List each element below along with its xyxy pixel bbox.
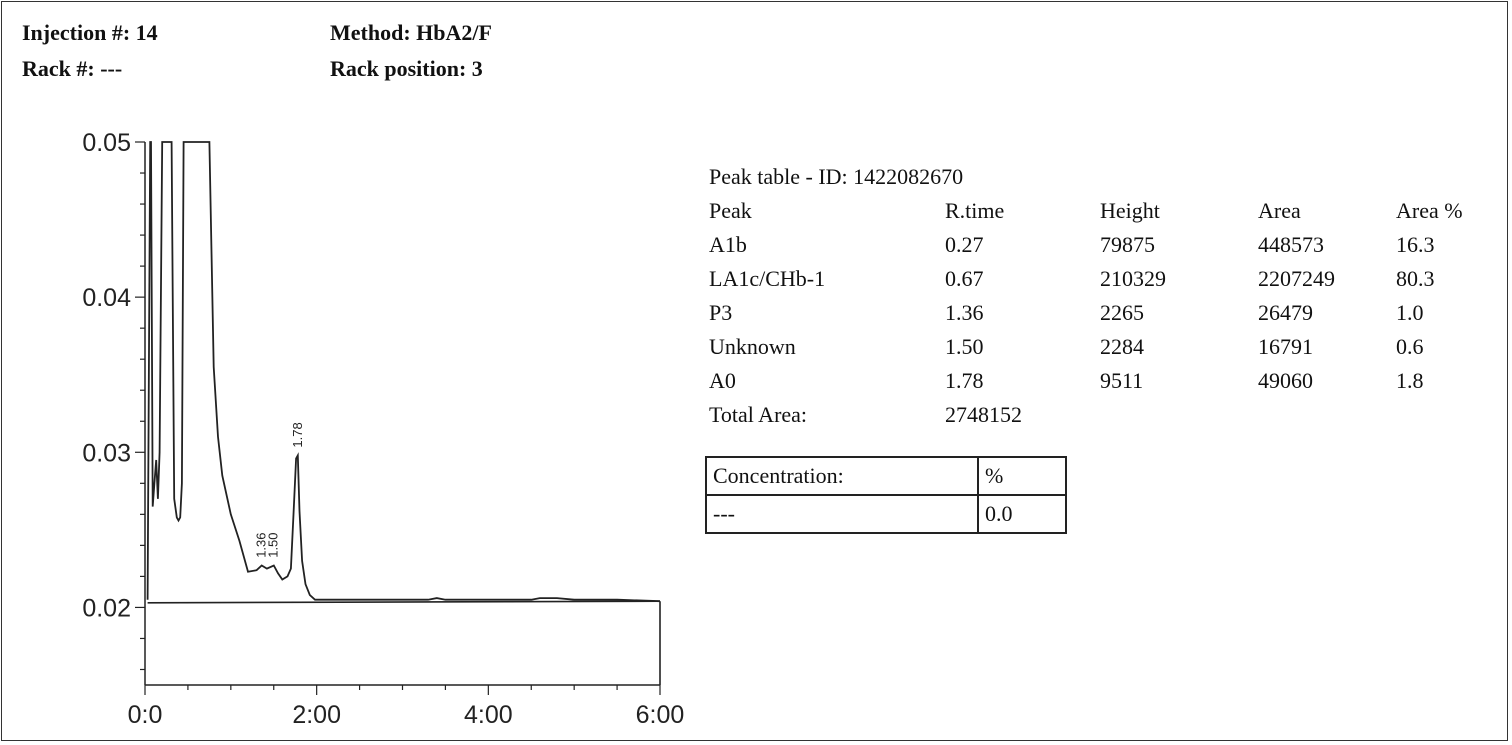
peak-table-row-peak: LA1c/CHb-1 [709, 266, 826, 291]
y-tick-label: 0.02 [82, 594, 131, 623]
peak-table-row-height: 210329 [1100, 266, 1166, 291]
peak-table-row-rtime: 0.27 [945, 232, 984, 257]
concentration-header-row [706, 457, 1066, 495]
chromatogram-chart [0, 0, 700, 745]
peak-table-header-area: Area [1258, 198, 1301, 223]
peak-table-row-peak: A1b [709, 232, 747, 257]
peak-table-title: Peak table - ID: 1422082670 [709, 164, 964, 189]
y-tick-label: 0.05 [82, 129, 131, 157]
rack-number: Rack #: --- [22, 56, 123, 81]
peak-table-row-area-pct: 1.0 [1396, 300, 1424, 325]
peak-table-row-rtime: 1.50 [945, 334, 984, 359]
peak-table-row-height: 9511 [1100, 368, 1144, 393]
peak-table-row-area-pct: 16.3 [1396, 232, 1435, 257]
peak-table-row-peak: P3 [709, 300, 733, 325]
peak-table-row-rtime: 0.67 [945, 266, 984, 291]
total-area-label: Total Area: [709, 402, 808, 427]
peak-table-header-area-pct: Area % [1396, 198, 1463, 223]
peak-table-row-peak: Unknown [709, 334, 796, 359]
peak-table-row-area-pct: 80.3 [1396, 266, 1435, 291]
peak-table-row-area-pct: 0.6 [1396, 334, 1424, 359]
peak-table-row-area: 26479 [1258, 300, 1313, 325]
peak-table-header-rtime: R.time [945, 198, 1005, 223]
peak-table-row-area: 448573 [1258, 232, 1324, 257]
peak-table-row-rtime: 1.36 [945, 300, 984, 325]
peak-table-row-height: 2265 [1100, 300, 1144, 325]
x-tick-label: 4:00 [463, 701, 513, 729]
concentration-value-row [706, 495, 1066, 533]
peak-table-row-area-pct: 1.8 [1396, 368, 1424, 393]
peak-table-row-rtime: 1.78 [945, 368, 984, 393]
peak-table-row-height: 79875 [1100, 232, 1155, 257]
peak-label: 1.78 [289, 422, 305, 448]
y-tick-label: 0.04 [82, 284, 131, 313]
peak-table-row-area: 2207249 [1258, 266, 1335, 291]
x-tick-label: 0:0 [127, 701, 163, 729]
peak-label: 1.36 [253, 532, 269, 558]
method-name: Method: HbA2/F [330, 20, 492, 45]
y-tick-label: 0.03 [82, 439, 131, 468]
peak-table-header-peak: Peak [709, 198, 752, 223]
x-tick-label: 6:00 [635, 701, 685, 729]
peak-label: 1.50 [265, 532, 281, 558]
baseline-line [148, 601, 660, 603]
concentration-name: --- [706, 495, 978, 533]
peak-table-row-height: 2284 [1100, 334, 1144, 359]
concentration-value: 0.0 [978, 495, 1066, 533]
total-area-value: 2748152 [945, 402, 1022, 427]
peak-table-row-area: 49060 [1258, 368, 1313, 393]
peak-table-header-height: Height [1100, 198, 1160, 223]
rack-position: Rack position: 3 [330, 56, 483, 81]
concentration-table [705, 456, 1067, 534]
peak-table-row-area: 16791 [1258, 334, 1313, 359]
chromatogram-line [148, 142, 660, 601]
peak-table-row-peak: A0 [709, 368, 736, 393]
concentration-label: Concentration: [706, 457, 978, 495]
injection-number: Injection #: 14 [22, 20, 158, 45]
concentration-unit: % [978, 457, 1066, 495]
x-tick-label: 2:00 [292, 701, 342, 729]
